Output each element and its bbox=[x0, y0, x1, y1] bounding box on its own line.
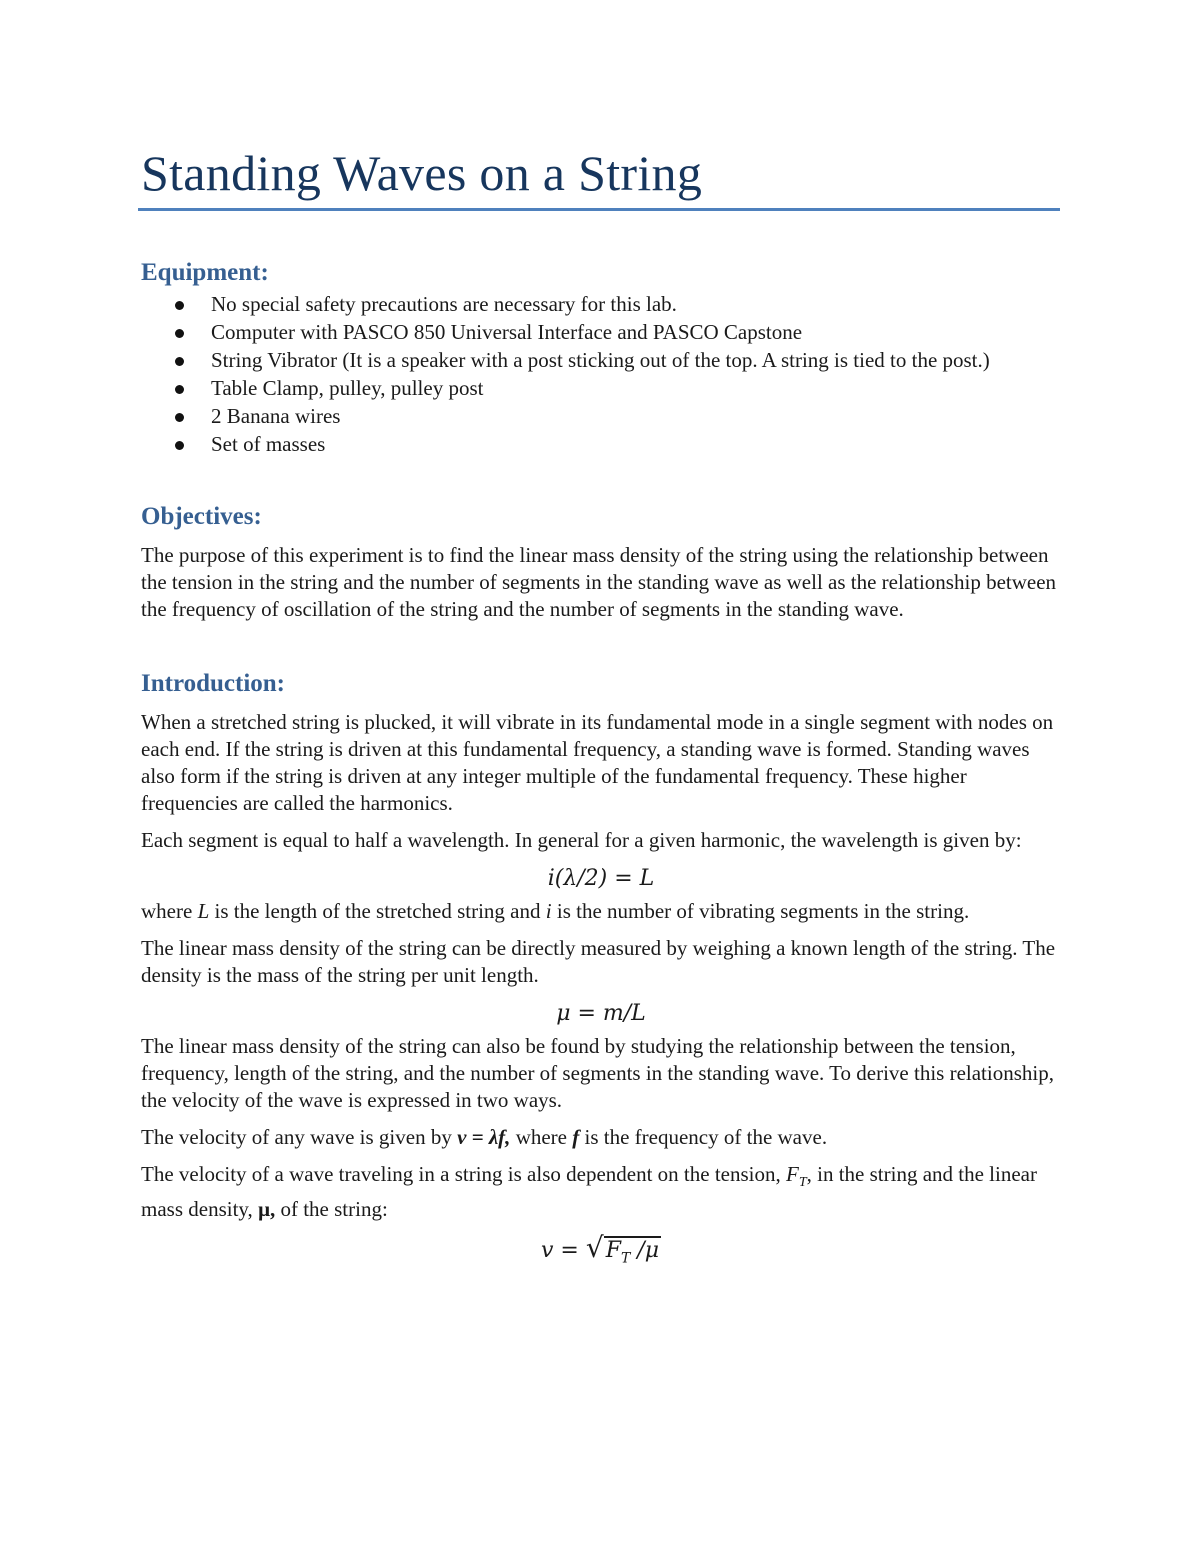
list-item: Table Clamp, pulley, pulley post bbox=[141, 374, 1061, 402]
objectives-heading: Objectives: bbox=[141, 503, 262, 530]
equation-wavelength: i(λ/2) = L bbox=[547, 866, 655, 891]
list-item: 2 Banana wires bbox=[141, 402, 1061, 430]
bullet-icon bbox=[175, 301, 184, 310]
equation-velocity: $v = √F_T$ /μ bbox=[540, 1231, 659, 1267]
bullet-icon bbox=[175, 413, 184, 422]
intro-paragraph-5: The linear mass density of the string can also be found by studying the relationship between the tension, frequency, length of the string, and the number of segments in the standing wave. To derive this relationship, the velocity of the wave is expressed in two ways. bbox=[141, 1034, 1054, 1112]
equipment-heading: Equipment: bbox=[141, 259, 269, 286]
intro-paragraph-2: Each segment is equal to half a wavelength. In general for a given harmonic, the wavelength is given by: bbox=[141, 828, 1022, 852]
objectives-paragraph: The purpose of this experiment is to find the linear mass density of the string using the relationship between the tension in the string and the number of segments in the standing wave as well as the relationship between the frequency of oscillation of the string and the number of segments in the standing wave. bbox=[141, 543, 1057, 621]
list-item: Computer with PASCO 850 Universal Interface and PASCO Capstone bbox=[141, 318, 1061, 346]
document-page bbox=[141, 138, 1061, 1278]
intro-paragraph-1: When a stretched string is plucked, it will vibrate in its fundamental mode in a single segment with nodes on each end. If the string is driven at this fundamental frequency, a standing wave is formed. Standing waves also form if the string is driven at any integer multiple of the fundamental frequency. These higher frequencies are called the harmonics. bbox=[141, 710, 1054, 815]
bullet-icon bbox=[175, 357, 184, 366]
list-item: No special safety precautions are necessary for this lab. bbox=[141, 290, 1061, 318]
equipment-list bbox=[141, 290, 1061, 458]
intro-paragraph-6: The velocity of any wave is given by v = λf, where f is the frequency of the wave. bbox=[141, 1125, 828, 1149]
intro-paragraph-4: The linear mass density of the string can be directly measured by weighing a known length of the string. The density is the mass of the string per unit length. bbox=[141, 936, 1056, 987]
introduction-heading: Introduction: bbox=[141, 670, 286, 697]
bullet-icon bbox=[175, 329, 184, 338]
sqrt-icon: √ bbox=[585, 1231, 604, 1265]
title-underline bbox=[138, 208, 1060, 211]
equation-density: μ = m/L bbox=[556, 1001, 646, 1026]
list-item: Set of masses bbox=[141, 430, 1061, 458]
bullet-icon bbox=[175, 385, 184, 394]
intro-paragraph-7: The velocity of a wave traveling in a string is also dependent on the tension, $F_T$, in the string and the linear mass density, μ, of the string: bbox=[141, 1162, 1037, 1222]
page-title: Standing Waves on a String bbox=[141, 145, 703, 201]
list-item: String Vibrator (It is a speaker with a post sticking out of the top. A string is tied to the post.) bbox=[141, 346, 1061, 374]
intro-paragraph-3: where L is the length of the stretched string and i is the number of vibrating segments in the string. bbox=[141, 899, 970, 923]
bullet-icon bbox=[175, 441, 184, 450]
